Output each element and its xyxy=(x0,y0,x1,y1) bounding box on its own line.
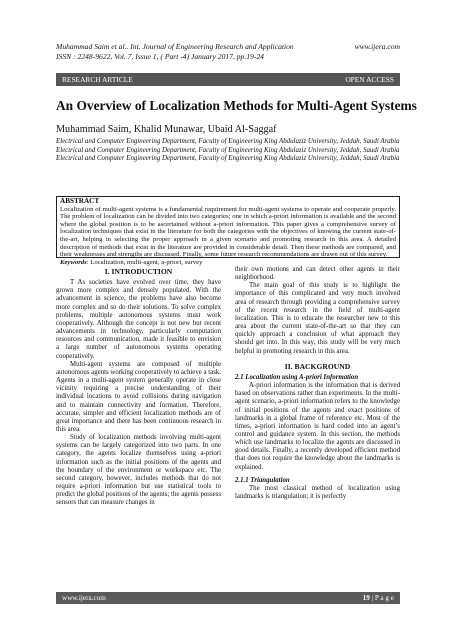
abstract-text: Localization of multi-agent systems is a fundamental requirement for multi-agent systems to operate and cooperate properly. The problem of localization can be divided into two categories; one in which a-priori information is available and the second where the global position is to be ascertained without a-priori information. This paper gives a comprehensive survey of localization techniques that exist in the literature for both the categories with the objectives of knowing the current state-of-the-art, helping in selecting the proper approach in a given scenario and promoting research in this area. A detailed description of methods that exist in the literature are provided in considerable detail. Then these methods are compared, and their weaknesses and strengths are discussed. Finally, some future research recommendations are drawn out of this survey. xyxy=(60,205,396,259)
affiliation-1: Electrical and Computer Engineering Department, Faculty of Engineering King Abdulaziz University, Jeddah, Saudi Arabia xyxy=(56,138,400,145)
footer-website[interactable]: www.ijera.com xyxy=(62,594,106,602)
right-column xyxy=(235,266,400,501)
journal-line: Muhammad Saim et al.. Int. Journal of Engineering Research and Application xyxy=(56,42,294,51)
article-type-label: RESEARCH ARTICLE xyxy=(62,75,133,84)
subsection-heading-triangulation: 2.1.1 Triangulation xyxy=(235,476,290,484)
intro-paragraph-2: Multi-agent systems are composed of multiple autonomous agents working cooperatively to achieve a task. Agents in a multi-agent system generally operate in close vicinity requiring a precise understanding of their individual locations to avoid collisions during navigation and to maintain connectivity and formation. Therefore, accurate, simpler and efficient localization methods are of great importance and there has been continuous research in this area. xyxy=(56,360,221,433)
issn-line: ISSN : 2248-9622, Vol. 7, Issue 1, ( Part -4) January 2017, pp.19-24 xyxy=(56,52,264,61)
abstract-box xyxy=(56,196,400,266)
journal-website[interactable]: www.ijera.com xyxy=(354,42,400,51)
intro-paragraph-4: The main goal of this study is to highlight the importance of this complicated and very much involved area of research through providing a comprehensive survey of the recent research in the field of multi-agent localization. This is to educate the researcher new to this area about the current state-of-the-art so that they can quickly approach a conclusion of what approach they should get into. In this way, this study will be very much helpful in promoting research in this area. xyxy=(235,282,400,355)
subsection-heading-apriori: 2.1 Localization using A-priori Information xyxy=(235,373,359,381)
left-column xyxy=(56,266,221,508)
page-number xyxy=(363,594,394,602)
triangulation-paragraph: The most classical method of localization using landmarks is triangulation; it is perfectly xyxy=(235,484,400,501)
intro-paragraph-3: Study of localization methods involving multi-agent systems can be largely categorized into two parts. In one category, the agents localize themselves using a-priori information such as the initial positions of the agents and the boundary of the environment or workspace etc. The second category, however, includes methods that do not require a-priori information but use statistical tools to predict the global positions of the agents; the agents possess sensors that can measure changes in xyxy=(56,434,221,507)
paper-title: An Overview of Localization Methods for Multi-Agent Systems xyxy=(56,98,417,113)
affiliation-2: Electrical and Computer Engineering Department, Faculty of Engineering King Abdulaziz University, Jeddah, Saudi Arabia xyxy=(56,146,400,154)
keywords-text: : Localization, multi-agent, a-priori, survey xyxy=(86,258,203,266)
affiliation-3: Electrical and Computer Engineering Department, Faculty of Engineering King Abdulaziz University, Jeddah, Saudi Arabia xyxy=(56,155,400,163)
section-heading-background: II. BACKGROUND xyxy=(284,361,351,371)
intro-paragraph-1: T As societies have evolved over time, they have grown more complex and densely populated. With the advancement in science, the problems have also become more complex and so do their solutions. To solve complex problems, multiple autonomous systems must work cooperatively. Although the concept is not new but recent advancements in technology, particularly computation resources and communication, made it feasible to envision a large number of autonomous systems operating cooperatively. xyxy=(56,279,221,360)
page-number-value: 19 xyxy=(362,594,370,602)
article-type-banner xyxy=(56,73,400,86)
background-paragraph-1: A-priori information is the information that is derived based on observations rather than experiments. In the multi-agent scenario, a-priori information refers to the knowledge of initial positions of the agents and exact positions of landmarks in a global frame of reference etc. Most of the times, a-priori information is hard coded into an agent’s control and guidance system. In this section, the methods which use landmarks to localize the agents are discussed in good details. Finally, a recently developed efficient method that does not require the knowledge about the landmarks is explained. xyxy=(235,382,400,471)
keywords-label: Keywords xyxy=(60,258,87,266)
intro-paragraph-continued: their own motions and can detect other agents in their neighborhood. xyxy=(235,266,400,282)
abstract-heading: ABSTRACT xyxy=(60,197,100,205)
page-footer xyxy=(56,592,400,604)
access-label: OPEN ACCESS xyxy=(345,75,394,84)
author-list: Muhammad Saim, Khalid Munawar, Ubaid Al-Saggaf xyxy=(56,124,277,135)
running-header xyxy=(56,42,400,62)
affiliations xyxy=(56,138,400,164)
page-label: | P a g e xyxy=(369,594,394,602)
section-heading-introduction: I. INTRODUCTION xyxy=(104,267,173,276)
